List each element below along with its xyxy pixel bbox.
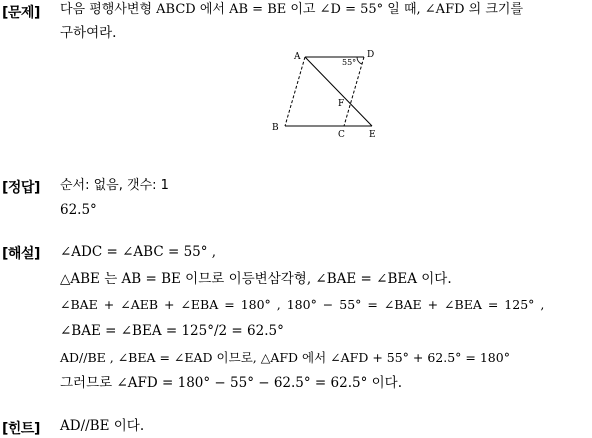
side-ab	[285, 57, 305, 126]
problem-line-2: 구하여라.	[60, 25, 117, 41]
vertex-d-label: D	[367, 50, 375, 60]
vertex-c-label: C	[338, 130, 345, 140]
side-cd	[344, 57, 364, 126]
problem-label: [문제]	[2, 5, 40, 21]
vertex-e-label: E	[369, 130, 376, 140]
solution-line-5: AD//BE , ∠BEA = ∠EAD 이므로, △AFD 에서 ∠AFD + 55° + 62.5° = 180°	[60, 350, 510, 365]
angle-d-label: 55°	[342, 58, 357, 67]
answer-value: 62.5°	[60, 202, 97, 218]
answer-line-1: 순서: 없음, 갯수: 1	[60, 178, 169, 193]
segment-ae	[305, 57, 372, 126]
problem-line-1: 다음 평행사변형 ABCD 에서 AB = BE 이고 ∠D = 55° 일 때, ∠AFD 의 크기를	[60, 2, 524, 17]
solution-label: [해설]	[2, 246, 40, 262]
vertex-b-label: B	[272, 123, 279, 133]
parallelogram-figure	[0, 0, 592, 150]
hint-label: [힌트]	[2, 421, 40, 437]
angle-d-arc	[357, 57, 362, 64]
vertex-a-label: A	[294, 52, 301, 62]
point-f-label: F	[338, 99, 345, 109]
answer-label: [정답]	[2, 180, 40, 196]
solution-line-2: △ABE 는 AB = BE 이므로 이등변삼각형, ∠BAE = ∠BEA 이다.	[60, 271, 452, 287]
solution-line-6: 그러므로 ∠AFD = 180° − 55° − 62.5° = 62.5° 이다.	[60, 375, 403, 391]
hint-line: AD//BE 이다.	[60, 418, 145, 434]
solution-line-3: ∠BAE + ∠AEB + ∠EBA = 180° , 180° − 55° = ∠BAE + ∠BEA = 125° ,	[60, 297, 545, 312]
solution-line-4: ∠BAE = ∠BEA = 125°/2 = 62.5°	[60, 323, 284, 339]
solution-line-1: ∠ADC = ∠ABC = 55° ,	[60, 244, 217, 260]
